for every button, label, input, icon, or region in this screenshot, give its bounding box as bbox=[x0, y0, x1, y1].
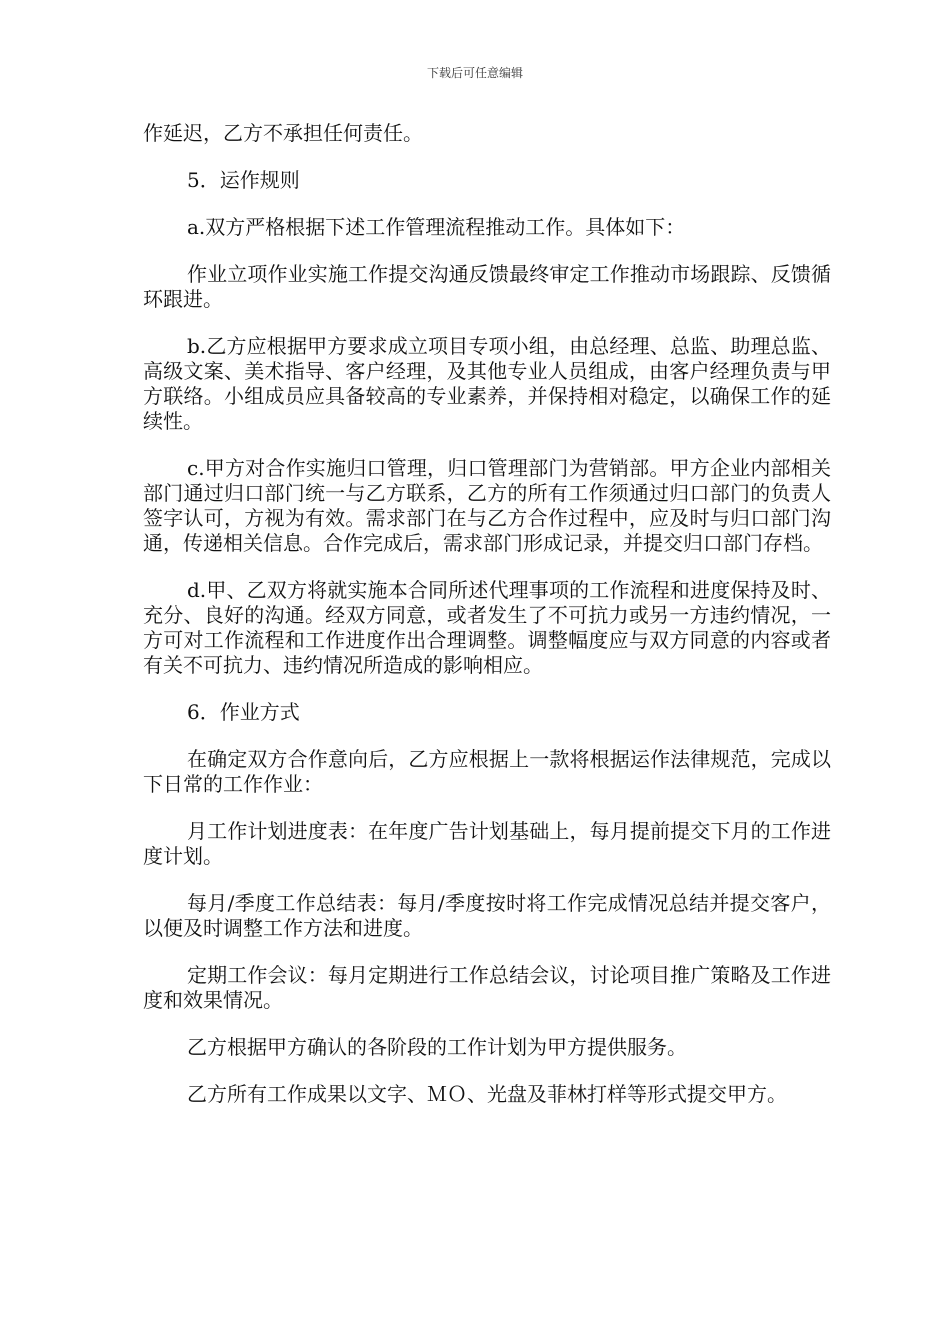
paragraph-workflow: 作业立项作业实施工作提交沟通反馈最终审定工作推动市场跟踪、反馈循环跟进。 bbox=[143, 262, 831, 311]
paragraph-meeting: 定期工作会议：每月定期进行工作总结会议，讨论项目推广策略及工作进度和效果情况。 bbox=[143, 963, 831, 1012]
paragraph-c: c.甲方对合作实施归口管理，归口管理部门为营销部。甲方企业内部相关部门通过归口部门统一与乙方联系，乙方的所有工作须通过归口部门的负责人签字认可，方视为有效。需求部门在与乙方合作过程中，应及时与归口部门沟通，传递相关信息。合作完成后，需求部门形成记录，并提交归口部门存档。 bbox=[143, 456, 831, 555]
paragraph-monthly-plan: 月工作计划进度表：在年度广告计划基础上，每月提前提交下月的工作进度计划。 bbox=[143, 819, 831, 868]
paragraph-a: a.双方严格根据下述工作管理流程推动工作。具体如下： bbox=[187, 215, 686, 239]
paragraph-intro: 在确定双方合作意向后，乙方应根据上一款将根据运作法律规范，完成以下日常的工作作业： bbox=[143, 747, 831, 796]
section-heading-6: 6．作业方式 bbox=[187, 700, 300, 724]
paragraph-continuation: 作延迟，乙方不承担任何责任。 bbox=[143, 121, 423, 145]
document-body bbox=[143, 121, 831, 1129]
paragraph-b: b.乙方应根据甲方要求成立项目专项小组，由总经理、总监、助理总监、高级文案、美术指导、客户经理，及其他专业人员组成，由客户经理负责与甲方联络。小组成员应具备较高的专业素养，并保持相对稳定，以确保工作的延续性。 bbox=[143, 334, 831, 433]
paragraph-service: 乙方根据甲方确认的各阶段的工作计划为甲方提供服务。 bbox=[187, 1035, 687, 1059]
page-header-note: 下载后可任意编辑 bbox=[426, 66, 523, 80]
paragraph-d: d.甲、乙双方将就实施本合同所述代理事项的工作流程和进度保持及时、充分、良好的沟通。经双方同意，或者发生了不可抗力或另一方违约情况，一方可对工作流程和工作进度作出合理调整。调整幅度应与双方同意的内容或者有关不可抗力、违约情况所造成的影响相应。 bbox=[143, 578, 831, 677]
section-heading-5: 5．运作规则 bbox=[187, 168, 300, 192]
paragraph-deliverables: 乙方所有工作成果以文字、ＭＯ、光盘及菲林打样等形式提交甲方。 bbox=[187, 1082, 787, 1106]
paragraph-summary-table: 每月/季度工作总结表：每月/季度按时将工作完成情况总结并提交客户，以便及时调整工作方法和进度。 bbox=[143, 891, 831, 940]
